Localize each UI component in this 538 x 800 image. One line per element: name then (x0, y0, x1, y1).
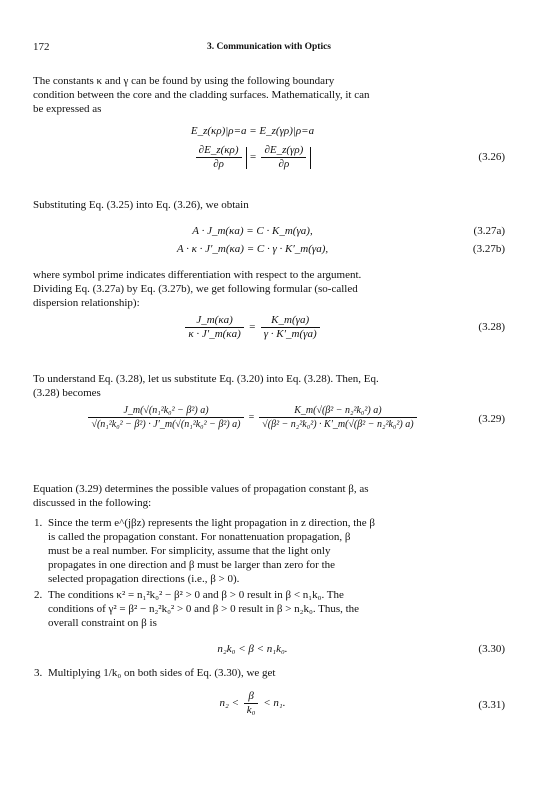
equation-number: (3.29) (478, 413, 505, 425)
text-line: must be a real number. For simplicity, assume that the light only (48, 545, 331, 557)
list-marker: 2. (34, 589, 43, 601)
numerator: β (244, 690, 259, 704)
numerator: ∂E_z(κρ) (196, 144, 242, 158)
running-head: 3. Communication with Optics (206, 42, 332, 52)
equation-3-26a (0, 124, 505, 138)
numerator: ∂E_z(γρ) (261, 144, 306, 158)
text-line: The constants κ and γ can be found by using the following boundary (33, 75, 335, 87)
equation-number: (3.27a) (473, 225, 505, 237)
equals-sign: = (248, 411, 255, 423)
equation-3-27b (0, 242, 505, 256)
numerator: K_m(√(β² − n₂²k₀²) a) (259, 404, 416, 418)
equation-body (0, 144, 505, 171)
denominator: γ · K′_m(γa) (263, 328, 317, 340)
text-line: Multiplying 1/k₀ on both sides of Eq. (3.30), we get (48, 667, 276, 679)
text-line: is called the propagation constant. For nonattenuation propagation, β (48, 531, 351, 543)
fraction (261, 144, 306, 171)
page-header (33, 40, 505, 54)
fraction (244, 690, 259, 717)
text-line: dispersion relationship): (33, 297, 140, 309)
list-item (34, 588, 505, 630)
equation-3-31 (0, 690, 505, 726)
equation-body: n₂k₀ < β < n₁k₀. (217, 643, 288, 655)
text-line: Substituting Eq. (3.25) into Eq. (3.26), we obtain (33, 199, 249, 211)
text-line: conditions of γ² = β² − n₂²k₀² > 0 and β > 0 result in β > n₂k₀. Thus, the (48, 603, 360, 615)
denominator: √(β² − n₂²k₀²) · K′_m(√(β² − n₂²k₀²) a) (262, 419, 414, 430)
evaluation-bar (310, 147, 311, 169)
fraction (261, 314, 320, 341)
numerator: K_m(γa) (261, 314, 320, 328)
denominator: k₀ (246, 704, 256, 716)
denominator: κ · J′_m(κa) (188, 328, 241, 340)
text-line: To understand Eq. (3.28), let us substitute Eq. (3.20) into Eq. (3.28). Then, Eq. (33, 373, 379, 385)
equation-right: < n₁. (263, 697, 286, 710)
paragraph-boundary-condition (33, 74, 505, 116)
equation-number: (3.30) (478, 643, 505, 655)
text-line: Since the term e^(jβz) represents the light propagation in z direction, the β (48, 517, 375, 529)
equals-sign: = (249, 151, 257, 164)
equation-body: A · κ · J′_m(κa) = C · γ · K′_m(γa), (176, 243, 329, 255)
numerator: J_m(κa) (185, 314, 243, 328)
equation-number: (3.27b) (472, 243, 505, 255)
list-marker: 1. (34, 517, 43, 529)
text-line: selected propagation directions (i.e., β > 0). (48, 573, 240, 585)
equals-sign: = (248, 321, 256, 334)
equation-number: (3.28) (478, 321, 505, 333)
equation-body (0, 690, 505, 717)
fraction (88, 404, 243, 431)
paragraph-substituting (33, 198, 505, 212)
equation-3-30 (0, 642, 505, 656)
denominator: ∂ρ (278, 158, 290, 170)
equation-number: (3.26) (478, 151, 505, 163)
numerator: J_m(√(n₁²k₀² − β²) a) (88, 404, 243, 418)
equation-body (0, 404, 505, 431)
text-line: be expressed as (33, 103, 102, 115)
text-line: The conditions κ² = n₁²k₀² − β² > 0 and β > 0 result in β < n₁k₀. The (48, 589, 344, 601)
paragraph-possible-values (33, 482, 505, 510)
equation-3-28 (0, 314, 505, 350)
list-marker: 3. (34, 667, 43, 679)
text-line: (3.28) becomes (33, 387, 101, 399)
equation-number: (3.31) (478, 699, 505, 711)
denominator: ∂ρ (213, 158, 224, 170)
fraction (185, 314, 243, 341)
text-line: condition between the core and the cladding surfaces. Mathematically, it can (33, 89, 370, 101)
evaluation-bar (246, 147, 247, 169)
equation-body: A · J_m(κa) = C · K_m(γa), (192, 225, 313, 237)
list-item (34, 516, 505, 586)
denominator: √(n₁²k₀² − β²) · J′_m(√(n₁²k₀² − β²) a) (91, 419, 241, 430)
equation-3-27a (0, 224, 505, 238)
text-line: propagates in one direction and β must be larger than zero for the (48, 559, 336, 571)
equation-3-26b (0, 144, 505, 180)
list-item (34, 666, 505, 680)
equation-left: n₂ < (219, 697, 240, 710)
equation-body: E_z(κρ)|ρ=a = E_z(γρ)|ρ=a (190, 125, 315, 137)
fraction (259, 404, 416, 431)
paragraph-substitute (33, 372, 505, 400)
text-line: discussed in the following: (33, 497, 152, 509)
text-line: Dividing Eq. (3.27a) by Eq. (3.27b), we get following formular (so-called (33, 283, 358, 295)
text-line: Equation (3.29) determines the possible values of propagation constant β, as (33, 483, 369, 495)
text-line: overall constraint on β is (48, 617, 157, 629)
page-number: 172 (33, 41, 50, 53)
equation-3-29 (0, 404, 505, 444)
fraction (196, 144, 242, 171)
text-line: where symbol prime indicates differentiation with respect to the argument. (33, 269, 362, 281)
equation-body (0, 314, 505, 341)
paragraph-dispersion (33, 268, 505, 310)
